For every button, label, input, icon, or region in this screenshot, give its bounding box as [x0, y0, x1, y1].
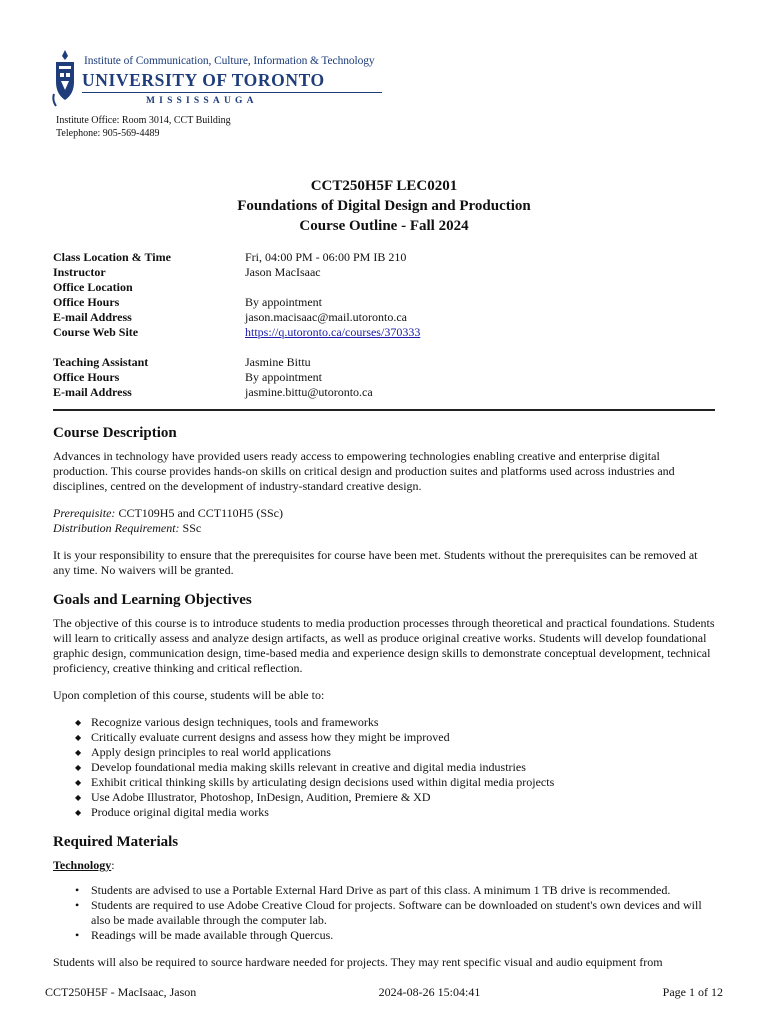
website-label: Course Web Site	[53, 325, 139, 339]
required-materials-heading: Required Materials	[53, 834, 179, 850]
list-item: ◆ Exhibit critical thinking skills by articulating design decisions used within digital media projects	[75, 775, 715, 790]
university-logo	[52, 46, 412, 116]
ta-row	[53, 355, 373, 370]
list-item: • Students are required to use Adobe Creative Cloud for projects. Software can be downloaded on student's own devices and will also be made available through the computer lab.	[75, 898, 715, 928]
list-item: ◆ Produce original digital media works	[75, 805, 715, 820]
crest-icon	[52, 48, 78, 108]
list-item: ◆ Apply design principles to real world applications	[75, 745, 715, 760]
distribution-value: SSc	[179, 521, 202, 535]
logo-institute-name: Institute of Communication, Culture, Information & Technology	[84, 55, 375, 67]
course-title-block	[0, 176, 768, 236]
list-item: ◆ Critically evaluate current designs and assess how they might be improved	[75, 730, 715, 745]
course-website-link[interactable]: https://q.utoronto.ca/courses/370333	[245, 325, 421, 339]
technology-subheading-colon: :	[111, 858, 115, 872]
footer-course-instructor: CCT250H5F - MacIsaac, Jason	[45, 985, 197, 999]
goals-heading: Goals and Learning Objectives	[53, 592, 252, 608]
ta-email-row	[53, 385, 373, 400]
ta-label: Teaching Assistant	[53, 355, 149, 369]
email-value: jason.macisaac@mail.utoronto.ca	[245, 310, 407, 324]
logo-campus-name: MISSISSAUGA	[146, 96, 258, 106]
list-item: ◆ Use Adobe Illustrator, Photoshop, InDesign, Audition, Premiere & XD	[75, 790, 715, 805]
course-description-heading: Course Description	[53, 425, 177, 441]
ta-value: Jasmine Bittu	[245, 355, 311, 369]
goals-text: The objective of this course is to introduce students to media production processes through theoretical and practical foundations. Students will learn to critically assess and analyze design artifacts, as well as produce original creative works. Students will develop foundational graphic design, communication design, time-based media and experience design skills to demonstrate conceptual development, technical proficiency, creative thinking and critical reflection.	[53, 616, 715, 675]
technology-subheading-line	[53, 858, 715, 873]
email-label: E-mail Address	[53, 310, 132, 324]
office-hours-value: By appointment	[245, 295, 322, 309]
objectives-list	[53, 715, 715, 820]
office-telephone: Telephone: 905-569-4489	[56, 128, 160, 139]
class-location-label: Class Location & Time	[53, 250, 171, 264]
email-row	[53, 310, 420, 325]
prerequisite-responsibility: It is your responsibility to ensure that the prerequisites for course have been met. Students without the prerequisites can be removed at any time. No waivers will be granted.	[53, 548, 698, 577]
technology-subheading: Technology	[53, 858, 112, 872]
ta-office-hours-label: Office Hours	[53, 370, 120, 384]
prerequisite-label: Prerequisite:	[53, 506, 116, 520]
instructor-info	[53, 250, 420, 340]
prerequisite-value: CCT109H5 and CCT110H5 (SSc)	[115, 506, 283, 520]
materials-closing: Students will also be required to source hardware needed for projects. They may rent specific visual and audio equipment from	[53, 955, 663, 969]
ta-email-label: E-mail Address	[53, 385, 132, 399]
list-item: • Readings will be made available through Quercus.	[75, 928, 715, 943]
section-divider	[53, 409, 715, 411]
ta-info	[53, 355, 373, 400]
goals-intro: Upon completion of this course, students will be able to:	[53, 688, 325, 702]
distribution-label: Distribution Requirement:	[53, 521, 180, 535]
ta-office-hours-value: By appointment	[245, 370, 322, 384]
course-description-text: Advances in technology have provided users ready access to empowering technologies enabling creative and enterprise digital production. This course provides hands-on skills on critical design and production suites and platforms used across industries and disciplines, centred on the development of industry-standard creative design.	[53, 449, 675, 493]
logo-university-name: UNIVERSITY OF TORONTO	[82, 70, 325, 90]
class-location-row	[53, 250, 420, 265]
instructor-value: Jason MacIsaac	[245, 265, 321, 279]
page-footer	[45, 985, 723, 1000]
list-item: ◆ Develop foundational media making skills relevant in creative and digital media industries	[75, 760, 715, 775]
footer-timestamp: 2024-08-26 15:04:41	[378, 985, 481, 999]
website-row	[53, 325, 420, 340]
technology-list	[53, 883, 715, 943]
class-location-value: Fri, 04:00 PM - 06:00 PM IB 210	[245, 250, 407, 264]
instructor-label: Instructor	[53, 265, 106, 279]
office-hours-row	[53, 295, 420, 310]
office-location-label: Office Location	[53, 280, 133, 294]
instructor-row	[53, 265, 420, 280]
main-content	[53, 423, 715, 982]
office-address: Institute Office: Room 3014, CCT Building	[56, 115, 231, 126]
office-hours-label: Office Hours	[53, 295, 120, 309]
outline-term: Course Outline - Fall 2024	[299, 218, 469, 234]
institute-office-info	[56, 114, 231, 140]
course-code: CCT250H5F LEC0201	[310, 178, 458, 194]
footer-page-number: Page 1 of 12	[662, 985, 723, 999]
list-item: • Students are advised to use a Portable External Hard Drive as part of this class. A minimum 1 TB drive is recommended.	[75, 883, 715, 898]
course-name: Foundations of Digital Design and Production	[237, 198, 531, 214]
ta-email-value: jasmine.bittu@utoronto.ca	[245, 385, 373, 399]
ta-office-hours-row	[53, 370, 373, 385]
logo-divider	[82, 92, 382, 93]
office-location-row	[53, 280, 420, 295]
list-item: ◆ Recognize various design techniques, tools and frameworks	[75, 715, 715, 730]
prerequisite-block	[53, 506, 715, 536]
